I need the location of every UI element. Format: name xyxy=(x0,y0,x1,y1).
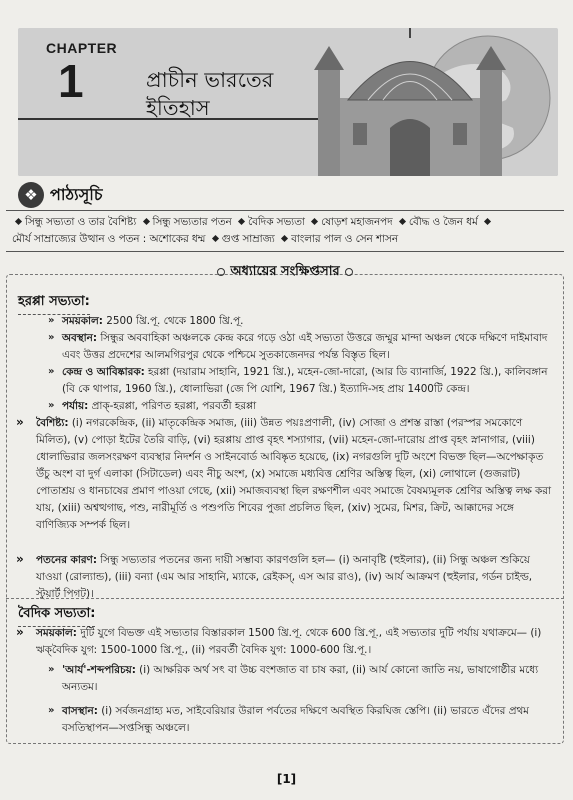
chapter-title: প্রাচীন ভারতের ইতিহাস xyxy=(146,68,274,120)
arrow-icon: » xyxy=(48,332,55,343)
contents-item: সিন্ধু সভ্যতা ও তার বৈশিষ্ট্য xyxy=(25,216,137,228)
bullet-icon xyxy=(15,218,22,225)
chapter-label: CHAPTER xyxy=(46,40,118,56)
vedic-period-label: সময়কাল: xyxy=(36,627,77,639)
bullet-icon xyxy=(311,218,318,225)
chapter-header xyxy=(18,28,558,180)
vedic-home-text: (i) সর্বজনগ্রাহ্য মত, সাইবেরিয়ার উরাল পর্বতের দক্ষিণে অবস্থিত কিরঘিজ স্তেপি। (ii) ভারতে এঁদের প্রথম বসতিস্থাপন—সপ্তসিন্ধু অঞ্চলে। xyxy=(62,705,529,734)
harappa-centers-label: কেন্দ্র ও আবিষ্কারক: xyxy=(62,366,145,378)
bullet-icon xyxy=(212,235,219,242)
bullet-icon xyxy=(484,218,491,225)
summary-heading-row xyxy=(6,262,564,283)
double-arrow-icon: » xyxy=(16,552,24,566)
vedic-period xyxy=(36,625,554,659)
harappa-location xyxy=(62,330,552,364)
harappa-decline xyxy=(36,552,554,603)
contents-list xyxy=(6,210,564,252)
vedic-arya-label: 'আর্য'-শব্দপরিচয়: xyxy=(62,664,136,676)
contents-item: ষোড়শ মহাজনপদ xyxy=(321,216,393,228)
harappa-decline-text: সিন্ধু সভ্যতার পতনের জন্য দায়ী সম্ভাব্য কারণগুলি হল— (i) অনাবৃষ্টি (হুইলার), (ii) সিন্ধু অঞ্চল শুকিয়ে যাওয়া (রোল্যান্ড), (iii) বন্যা (এম আর সাহানি, ম্যাকে, রেইকস্, এস আর রাও), (iv) আর্য আক্রমণ (হুইলার, গর্ডন চাইল্ড, স্টুয়ার্ট পিগট)। xyxy=(36,554,533,600)
bullet-icon xyxy=(238,218,245,225)
harappa-phase-label: পর্যায়: xyxy=(62,400,89,412)
contents-item: বৌদ্ধ ও জৈন ধর্ম xyxy=(408,216,478,228)
page-number: [1] xyxy=(276,772,297,786)
contents-item: মৌর্য সাম্রাজ্যের উত্থান ও পতন : অশোকের ধম্ম xyxy=(12,233,206,245)
circle-icon xyxy=(217,268,225,276)
harappa-location-label: অবস্থান: xyxy=(62,332,98,344)
harappa-centers-text: হরপ্পা (দয়ারাম সাহানি, 1921 খ্রি.), মহেন-জো-দারো, (আর ডি ব্যানার্জি, 1922 খ্রি.), কালিবঙ্গান (বি কে থাপার, 1960 খ্রি.), ধোলাভিরা (জে পি যোশি, 1967 খ্রি.) ইত্যাদি-সহ প্রায় 1400টি কেন্দ্র। xyxy=(62,366,548,395)
harappa-period-label: সময়কাল: xyxy=(62,315,103,327)
contents-title: পাঠ্যসূচি xyxy=(50,184,103,204)
vedic-heading: বৈদিক সভ্যতা: xyxy=(18,604,95,627)
contents-item: সিন্ধু সভ্যতার পতন xyxy=(152,216,232,228)
arrow-icon: » xyxy=(48,705,55,716)
double-arrow-icon: » xyxy=(16,415,24,429)
bullet-icon xyxy=(281,235,288,242)
contents-item: বৈদিক সভ্যতা xyxy=(247,216,305,228)
section-divider xyxy=(6,598,564,599)
summary-heading xyxy=(6,262,564,280)
arrow-icon: » xyxy=(48,366,55,377)
arrow-icon: » xyxy=(48,400,55,411)
harappa-features-text: (i) নগরকেন্দ্রিক, (ii) মাতৃকেন্দ্রিক সমাজ, (iii) উন্নত পয়ঃপ্রণালী, (iv) সোজা ও প্রশস্ত রাস্তা (পরস্পর সমকোণে মিলিত), (v) পোড়া ইটের তৈরি বাড়ি, (vi) হরপ্পায় প্রাপ্ত বৃহৎ শস্যাগার, (vii) মহেন-জো-দারোয় প্রাপ্ত বৃহৎ স্নানাগার, (viii) ধোলাভিরার জলসংরক্ষণ ব্যবস্থার নিদর্শন ও সাইনবোর্ড আবিষ্কৃত হয়েছে, (ix) নগরগুলি দুটি অংশে বিভক্ত ছিল—অপেক্ষাকৃত উঁচু অংশ বা দুর্গ এলাকা (সিটাডেল) এবং নীচু অংশ, (x) সমাজে মধ্যবিত্ত শ্রেণির অস্তিত্ব ছিল, (xi) লোথালে (গুজরাট) পোতাশ্রয় ও ধানচাষের প্রমাণ পাওয়া গেছে, (xii) সমাজব্যবস্থা ছিল রক্ষণশীল এবং সমাজে বৈষম্যমূলক শ্রেণির অস্তিত্ব লক্ষ করা যায়, (xiii) অশ্বত্থগাছ, পশু, নারীমূর্তি ও পশুপতি শিবের পুজা প্রচলিত ছিল, (xiv) সুমের, মিশর, ক্রিট, আক্কাদের সঙ্গে বাণিজ্যিক সম্পর্ক ছিল। xyxy=(36,417,552,531)
summary-title: অধ্যায়ের সংক্ষিপ্তসার xyxy=(230,264,340,279)
contents-item: গুপ্ত সাম্রাজ্য xyxy=(221,233,275,245)
harappa-phase-text: প্রাক্-হরপ্পা, পরিণত হরপ্পা, পরবর্তী হরপ্পা xyxy=(88,400,257,412)
contents-heading xyxy=(18,182,102,208)
double-arrow-icon: » xyxy=(16,625,24,639)
bullet-icon xyxy=(142,218,149,225)
vedic-arya-text: (i) আক্ষরিক অর্থ সৎ বা উচ্চ বংশজাত বা চাষ করা, (ii) আর্য কোনো জাতি নয়, ভাষাগোষ্ঠীর মধ্যে অন্যতম। xyxy=(62,664,539,693)
bullet-icon xyxy=(399,218,406,225)
harappa-period-text: 2500 খ্রি.পূ. থেকে 1800 খ্রি.পূ. xyxy=(102,315,244,327)
harappa-heading: হরপ্পা সভ্যতা: xyxy=(18,292,90,315)
harappa-centers xyxy=(62,364,552,398)
harappa-features xyxy=(36,415,554,534)
harappa-period xyxy=(62,313,552,330)
vedic-period-text: দুটি যুগে বিভক্ত এই সভ্যতার বিস্তারকাল 1500 খ্রি.পূ. থেকে 600 খ্রি.পূ., এই সভ্যতার দুটি পর্যায় যথাক্রমে— (i) ঋক্‌বৈদিক যুগ: 1500-1000 খ্রি.পূ., (ii) পরবর্তী বৈদিক যুগ: 1000-600 খ্রি.পূ.। xyxy=(36,627,542,656)
vedic-home-label: বাসস্থান: xyxy=(62,705,98,717)
vedic-home xyxy=(62,703,552,737)
circle-icon xyxy=(345,268,353,276)
harappa-features-label: বৈশিষ্ট্য: xyxy=(36,417,69,429)
chapter-number: 1 xyxy=(58,55,84,107)
contents-item: বাংলার পাল ও সেন শাসন xyxy=(291,233,399,245)
harappa-location-text: সিন্ধুর অববাহিকা অঞ্চলকে কেন্দ্র করে গড়ে ওঠা এই সভ্যতা উত্তরে জম্মুর মান্দা অঞ্চল থেকে দক্ষিণে দাইমাবাদ এবং উত্তর প্রদেশের আলমগিরপুর থেকে পশ্চিমে সুতকাজেনদর পর্যন্ত বিস্তৃত ছিল। xyxy=(62,332,548,361)
arrow-icon: » xyxy=(48,664,55,675)
vedic-arya xyxy=(62,662,552,696)
chapter-banner xyxy=(18,28,558,176)
arrow-icon: » xyxy=(48,315,55,326)
book-icon: ❖ xyxy=(18,182,44,208)
harappa-phase xyxy=(62,398,552,415)
harappa-decline-label: পতনের কারণ: xyxy=(36,554,97,566)
